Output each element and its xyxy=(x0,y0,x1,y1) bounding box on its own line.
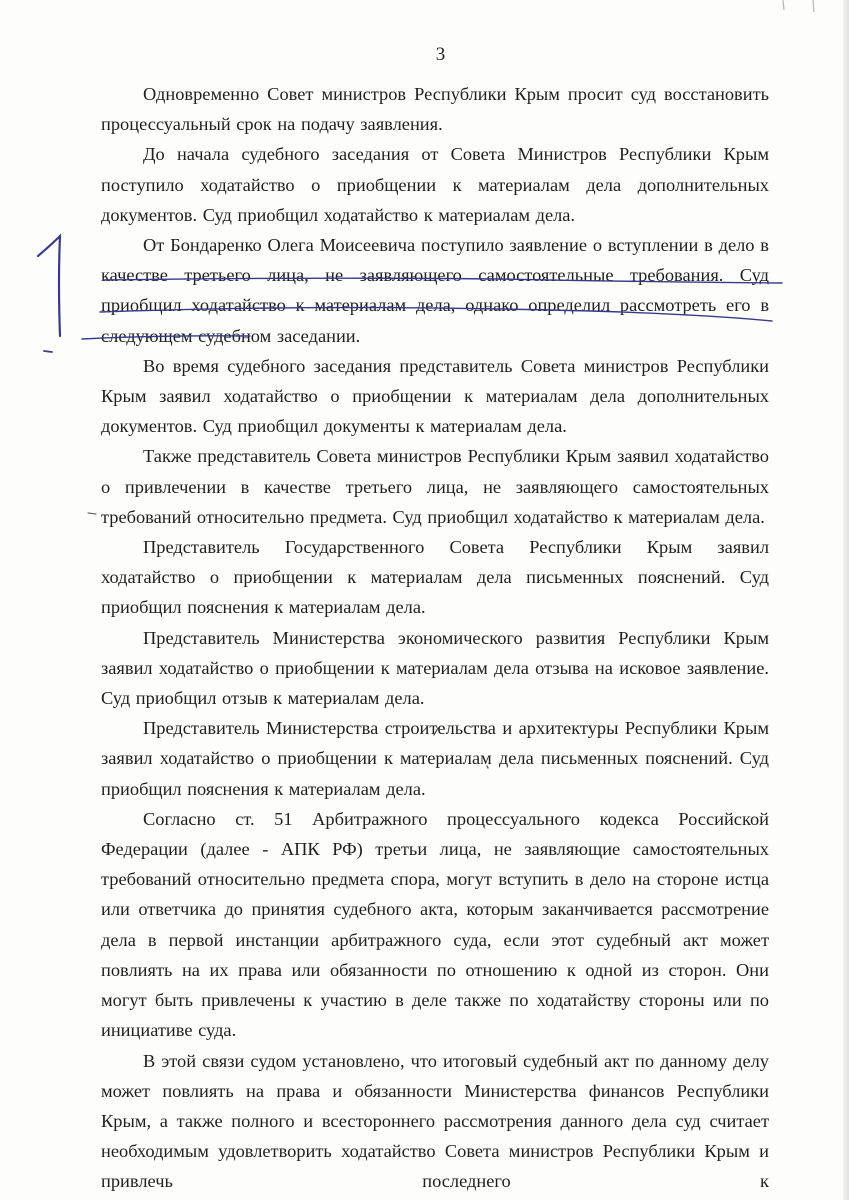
paragraph: Представитель Министерства экономического развития Республики Крым заявил ходатайство о приобщении к материалам дела отзыва на исковое заявление. Суд приобщил отзыв к материалам дела. xyxy=(101,627,769,709)
document-body xyxy=(101,79,769,1197)
margin-mark-one xyxy=(38,236,60,336)
page-number: 3 xyxy=(435,44,446,65)
paragraph: Одновременно Совет министров Республики Крым просит суд восстановить процессуальный срок на подачу заявления. xyxy=(101,84,769,135)
paragraph: Представитель Государственного Совета Республики Крым заявил ходатайство о приобщении к материалам дела письменных пояснений. Суд приобщил пояснения к материалам дела. xyxy=(101,537,769,618)
paragraph: В этой связи судом установлено, что итоговый судебный акт по данному делу может повлиять на права и обязанности Министерства финансов Республики Крым, а также полного и всестороннего рассмотрения данного дела суд считает необходимым удовлетворить ходатайство Совета министров Республики Крым и привлечь последнего к xyxy=(101,1050,769,1192)
paragraph: Также представитель Совета министров Республики Крым заявил ходатайство о привлечении в качестве третьего лица, не заявляющего самостоятельных требований относительно предмета. Суд приобщил ходатайство к материалам дела. xyxy=(101,446,769,527)
paragraph: Представитель Министерства строительства и архитектуры Республики Крым заявил ходатайство о приобщении к материалам дела письменных пояснений. Суд приобщил пояснения к материалам дела. xyxy=(101,718,769,799)
page-edge-shadow xyxy=(843,0,849,1200)
paragraph: Во время судебного заседания представитель Совета министров Республики Крым заявил ходатайство о приобщении к материалам дела дополнительных документов. Суд приобщил документы к материалам дела. xyxy=(101,355,769,437)
margin-dot xyxy=(44,351,52,352)
scan-artifact-marks xyxy=(779,0,839,14)
paragraph-highlighted: От Бондаренко Олега Моисеевича поступило заявление о вступлении в дело в качестве третьего лица, не заявляющего самостоятельные требования. Суд приобщил ходатайство к материалам дела, однако определил рассмотреть его в следующем судебном заседании. xyxy=(101,235,769,346)
paragraph: До начала судебного заседания от Совета Министров Республики Крым поступило ходатайство о приобщении к материалам дела дополнительных документов. Суд приобщил ходатайство к материалам дела. xyxy=(101,144,769,225)
paragraph: Согласно ст. 51 Арбитражного процессуального кодекса Российской Федерации (далее - АПК РФ) третьи лица, не заявляющие самостоятельных требований относительно предмета спора, могут вступить в дело на стороне истца или ответчика до принятия судебного акта, которым заканчивается рассмотрение дела в первой инстанции арбитражного суда, если этот судебный акт может повлиять на их права или обязанности по отношению к одной из сторон. Они могут быть привлечены к участию в деле также по ходатайству стороны или по инициативе суда. xyxy=(101,808,769,1041)
stray-mark xyxy=(88,513,96,514)
